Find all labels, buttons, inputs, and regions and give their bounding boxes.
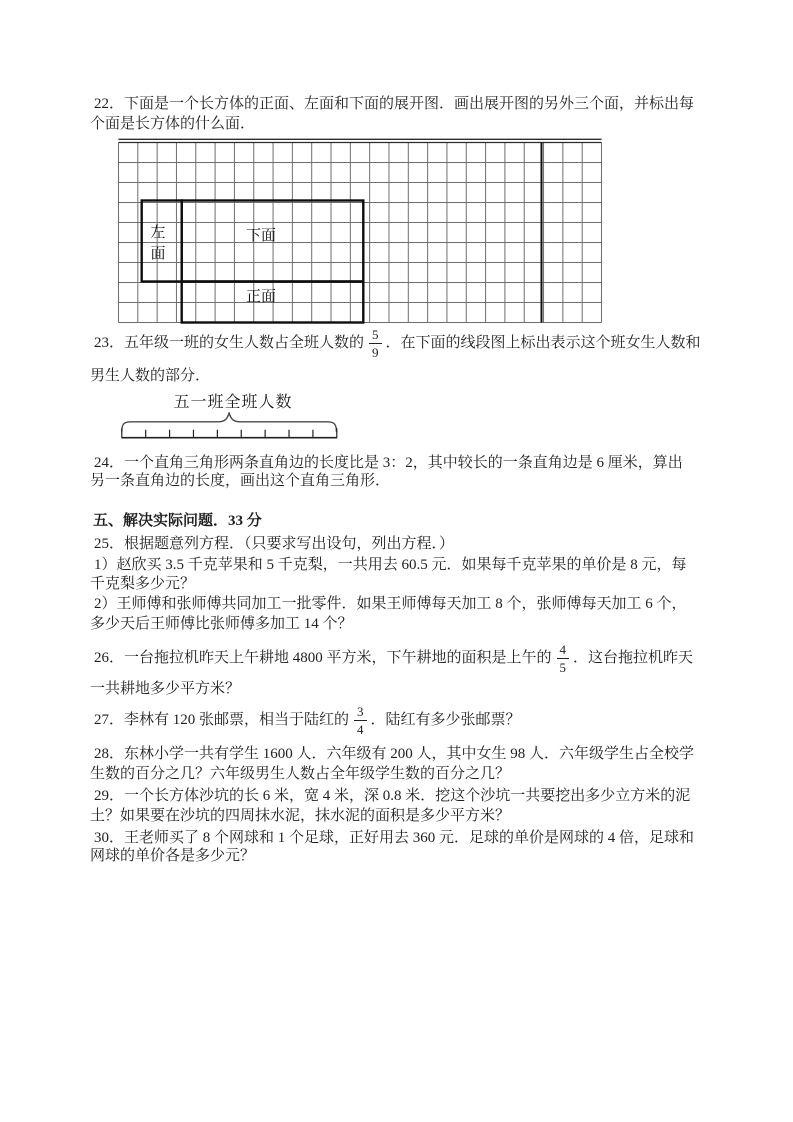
fraction-denominator: 4 — [357, 722, 364, 738]
question-22-line-1: 22．下面是一个长方体的正面、左面和下面的展开图．画出展开图的另外三个面，并标出每 — [94, 96, 695, 112]
fraction-4-5 — [557, 643, 570, 674]
brace — [122, 413, 337, 432]
question-24-line-2: 另一条直角边的长度，画出这个直角三角形． — [90, 473, 391, 489]
fraction-numerator: 4 — [557, 643, 570, 659]
question-22-line-2: 个面是长方体的什么面． — [90, 116, 256, 132]
grid-lines-canvas — [118, 138, 604, 328]
question-25-sub1-line-2: 千克梨多少元？ — [90, 576, 196, 592]
question-23-line-1 — [94, 326, 701, 360]
fraction-numerator: 5 — [369, 328, 382, 344]
question-29-line-2: 土？如果要在沙坑的四周抹水泥，抹水泥的面积是多少平方米？ — [90, 808, 511, 824]
question-26-text-post: ．这台拖拉机昨天 — [573, 650, 694, 666]
segment-line-with-ticks — [122, 428, 338, 438]
fraction-denominator: 5 — [559, 660, 567, 676]
question-24-line-1: 24．一个直角三角形两条直角边的长度比是 3：2，其中较长的一条直角边是 6 厘米，算出 — [94, 455, 683, 471]
question-25-sub2-line-1: 2）王师傅和张师傅共同加工一批零件．如果王师傅每天加工 8 个，张师傅每天加工 6 个， — [94, 596, 687, 612]
fraction-3-4 — [354, 705, 367, 736]
question-25-sub2-line-2: 多少天后王师傅比张师傅多加工 14 个？ — [90, 616, 353, 632]
question-26-text-pre: 26．一台拖拉机昨天上午耕地 4800 平方米，下午耕地的面积是上午的 — [94, 650, 552, 666]
question-25-sub1-line-1: 1）赵欣买 3.5 千克苹果和 5 千克梨，一共用去 60.5 元．如果每千克苹果的单价是 8 元，每 — [94, 557, 687, 573]
section-5-header: 五、解决实际问题．33 分 — [93, 513, 262, 529]
segment-diagram — [121, 412, 338, 440]
question-30-line-1: 30．王老师买了 8 个网球和 1 个足球，正好用去 360 元．足球的单价是网球的 4 倍，足球和 — [94, 830, 695, 846]
question-26-line-1 — [94, 641, 693, 675]
fraction-5-9 — [369, 328, 382, 359]
unfolding-grid-figure — [118, 138, 604, 328]
question-27-text-pre: 27．李林有 120 张邮票，相当于陆红的 — [94, 712, 350, 728]
question-28-line-1: 28．东林小学一共有学生 1600 人．六年级有 200 人，其中女生 98 人．六年级学生占全校学 — [94, 746, 695, 762]
fraction-denominator: 9 — [372, 345, 379, 361]
question-29-line-1: 29．一个长方体沙坑的长 6 米，宽 4 米，深 0.8 米．挖这个沙坑一共要挖出多少立方米的泥 — [94, 788, 691, 804]
question-25-line-1: 25．根据题意列方程．（只要求写出设句，列出方程．） — [94, 536, 455, 552]
question-28-line-2: 生数的百分之几？六年级男生人数占全年级学生数的百分之几？ — [90, 766, 511, 782]
segment-diagram-title: 五一班全班人数 — [173, 394, 293, 411]
question-27-line-1 — [94, 703, 521, 737]
question-27-text-post: ．陆红有多少张邮票？ — [370, 712, 521, 728]
question-23-text-pre: 23．五年级一班的女生人数占全班人数的 — [94, 335, 365, 351]
question-23-text-post: ．在下面的线段图上标出表示这个班女生人数和 — [385, 335, 701, 351]
front-face-label: 正面 — [245, 289, 276, 305]
fraction-numerator: 3 — [354, 705, 367, 721]
question-26-line-2: 一共耕地多少平方米？ — [90, 681, 241, 697]
question-30-line-2: 网球的单价各是多少元？ — [90, 848, 256, 864]
left-face-label: 左面 — [150, 225, 166, 262]
bottom-face-label: 下面 — [245, 228, 276, 244]
question-23-line-2: 男生人数的部分． — [90, 368, 211, 384]
